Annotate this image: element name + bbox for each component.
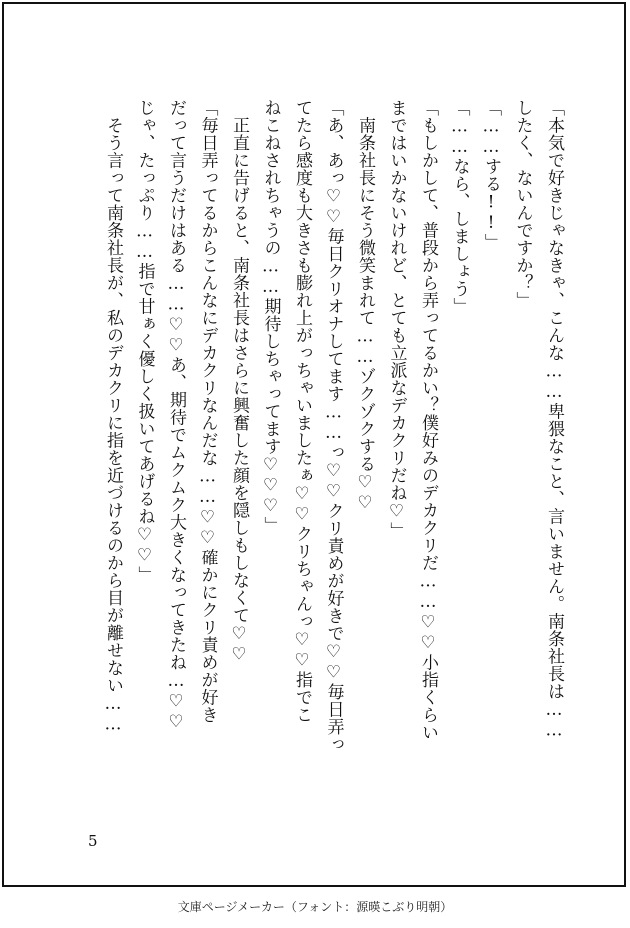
text-line: 「あ、あっ♡♡毎日クリオナしてます……っ♡♡クリ責めが好きで♡♡毎日弄っ bbox=[323, 99, 344, 753]
text-line: したく、ないんですか？」 bbox=[512, 99, 533, 309]
text-line: 正直に告げると、南条社長はさらに興奮した顔を隠しもしなくて♡♡ bbox=[229, 99, 249, 665]
text-line: そう言って南条社長が、私のデカクリに指を近づけるのから目が離せない…… bbox=[103, 99, 123, 735]
text-line: ねこねされちゃうの……期待しちゃってます♡♡♡」 bbox=[260, 99, 281, 534]
text-line: 「……する!!」 bbox=[481, 99, 501, 251]
text-line: じゃ、たっぷり……指で甘ぁく優しく扱いてあげるね♡♡」 bbox=[134, 99, 155, 584]
text-line: 「もしかして、普段から弄ってるかい？僕好みのデカクリだ……♡♡小指くらい bbox=[418, 99, 438, 741]
text-line: てたら感度も大きさも膨れ上がっちゃいましたぁ♡♡クリちゃんっ♡♡指でこ bbox=[292, 99, 312, 724]
text-line: 南条社長にそう微笑まれて……ゾクゾクする♡♡ bbox=[355, 99, 375, 514]
text-line: 「……なら、しましょう」 bbox=[449, 99, 470, 315]
text-line: 「毎日弄ってるからこんなにデカクリなんだな……♡♡確かにクリ責めが好き bbox=[197, 99, 218, 724]
page-number: 5 bbox=[88, 832, 98, 850]
text-line: だって言うだけはある……♡♡あ、期待でムクムク大きくなってきたね…♡♡ bbox=[166, 99, 186, 733]
page-frame bbox=[2, 2, 626, 887]
footer-credit: 文庫ページメーカー（フォント：源暎こぶり明朝） bbox=[177, 900, 453, 914]
text-line: 「本気で好きじゃなきゃ、こんな……卑猥なこと、言いません。南条社長は…… bbox=[544, 99, 564, 741]
novel-text-block bbox=[97, 99, 570, 824]
text-line: まではいかないけれど、とても立派なデカクリだね♡」 bbox=[386, 99, 407, 540]
